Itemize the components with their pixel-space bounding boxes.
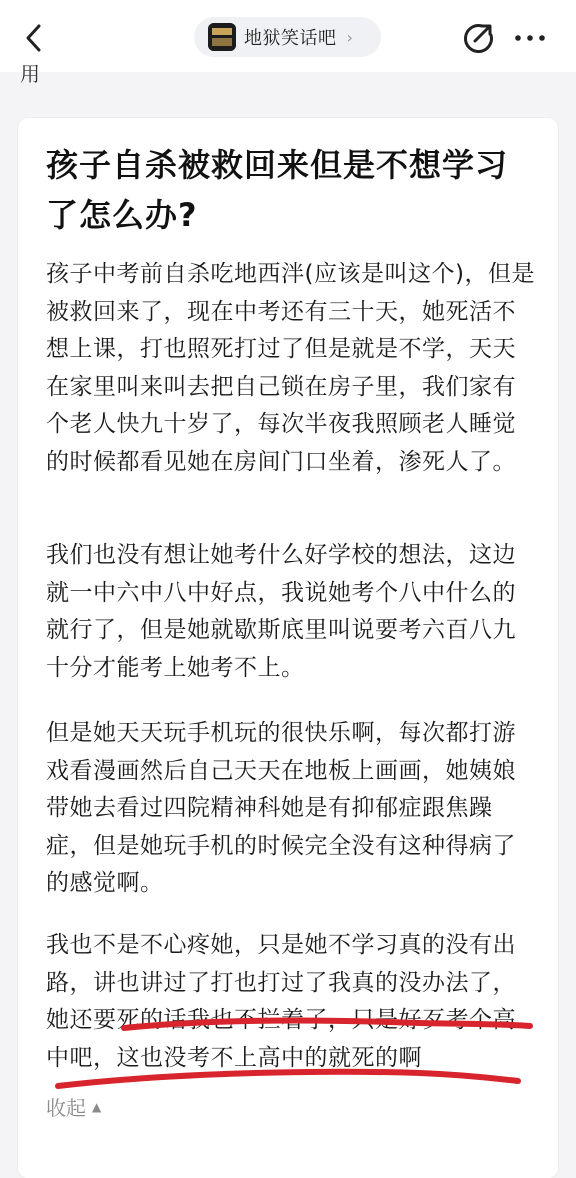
post-paragraph: 孩子中考前自杀吃地西泮(应该是叫这个)，但是被救回来了，现在中考还有三十天，她死活不想上课，打也照死打过了但是就是不学，天天在家里叫来叫去把自己锁在房子里，我们家有个老人快九十岁了，每次半夜我照顾老人睡觉的时候都看见她在房间门口坐着，渗死人了。 [46, 261, 535, 475]
clipped-text-fragment: 用 [20, 62, 40, 86]
collapse-label: 收起 [46, 1096, 86, 1120]
more-icon [506, 18, 554, 58]
top-navigation-bar [0, 0, 576, 72]
community-avatar [208, 23, 236, 51]
collapse-button[interactable] [46, 1092, 101, 1121]
post-title: 孩子自杀被救回来但是不想学习了怎么办? [46, 146, 509, 234]
more-options-button[interactable] [506, 18, 554, 58]
chevron-left-icon [22, 23, 46, 53]
community-pill[interactable] [194, 17, 381, 57]
caret-up-icon: ▲ [92, 1099, 102, 1114]
share-button[interactable] [458, 18, 498, 58]
share-icon [458, 18, 498, 58]
post-paragraph: 我也不是不心疼她，只是她不学习真的没有出路，讲也讲过了打也打过了我真的没办法了，她还要死的话我也不拦着了，只是好歹考个高中吧，这也没考不上高中的就死的啊 [46, 932, 516, 1071]
community-logo-icon [208, 23, 236, 51]
post-paragraph: 但是她天天玩手机玩的很快乐啊，每次都打游戏看漫画然后自己天天在地板上画画，她姨娘带她去看过四院精神科她是有抑郁症跟焦躁症，但是她玩手机的时候完全没有这种得病了的感觉啊。 [46, 720, 516, 897]
community-name: 地狱笑话吧 [244, 28, 337, 49]
chevron-right-icon: › [346, 27, 353, 47]
back-button[interactable] [14, 18, 54, 58]
post-paragraph: 我们也没有想让她考什么好学校的想法，这边就一中六中八中好点，我说她考个八中什么的就行了，但是她就歇斯底里叫说要考六百八九十分才能考上她考不上。 [46, 542, 516, 681]
